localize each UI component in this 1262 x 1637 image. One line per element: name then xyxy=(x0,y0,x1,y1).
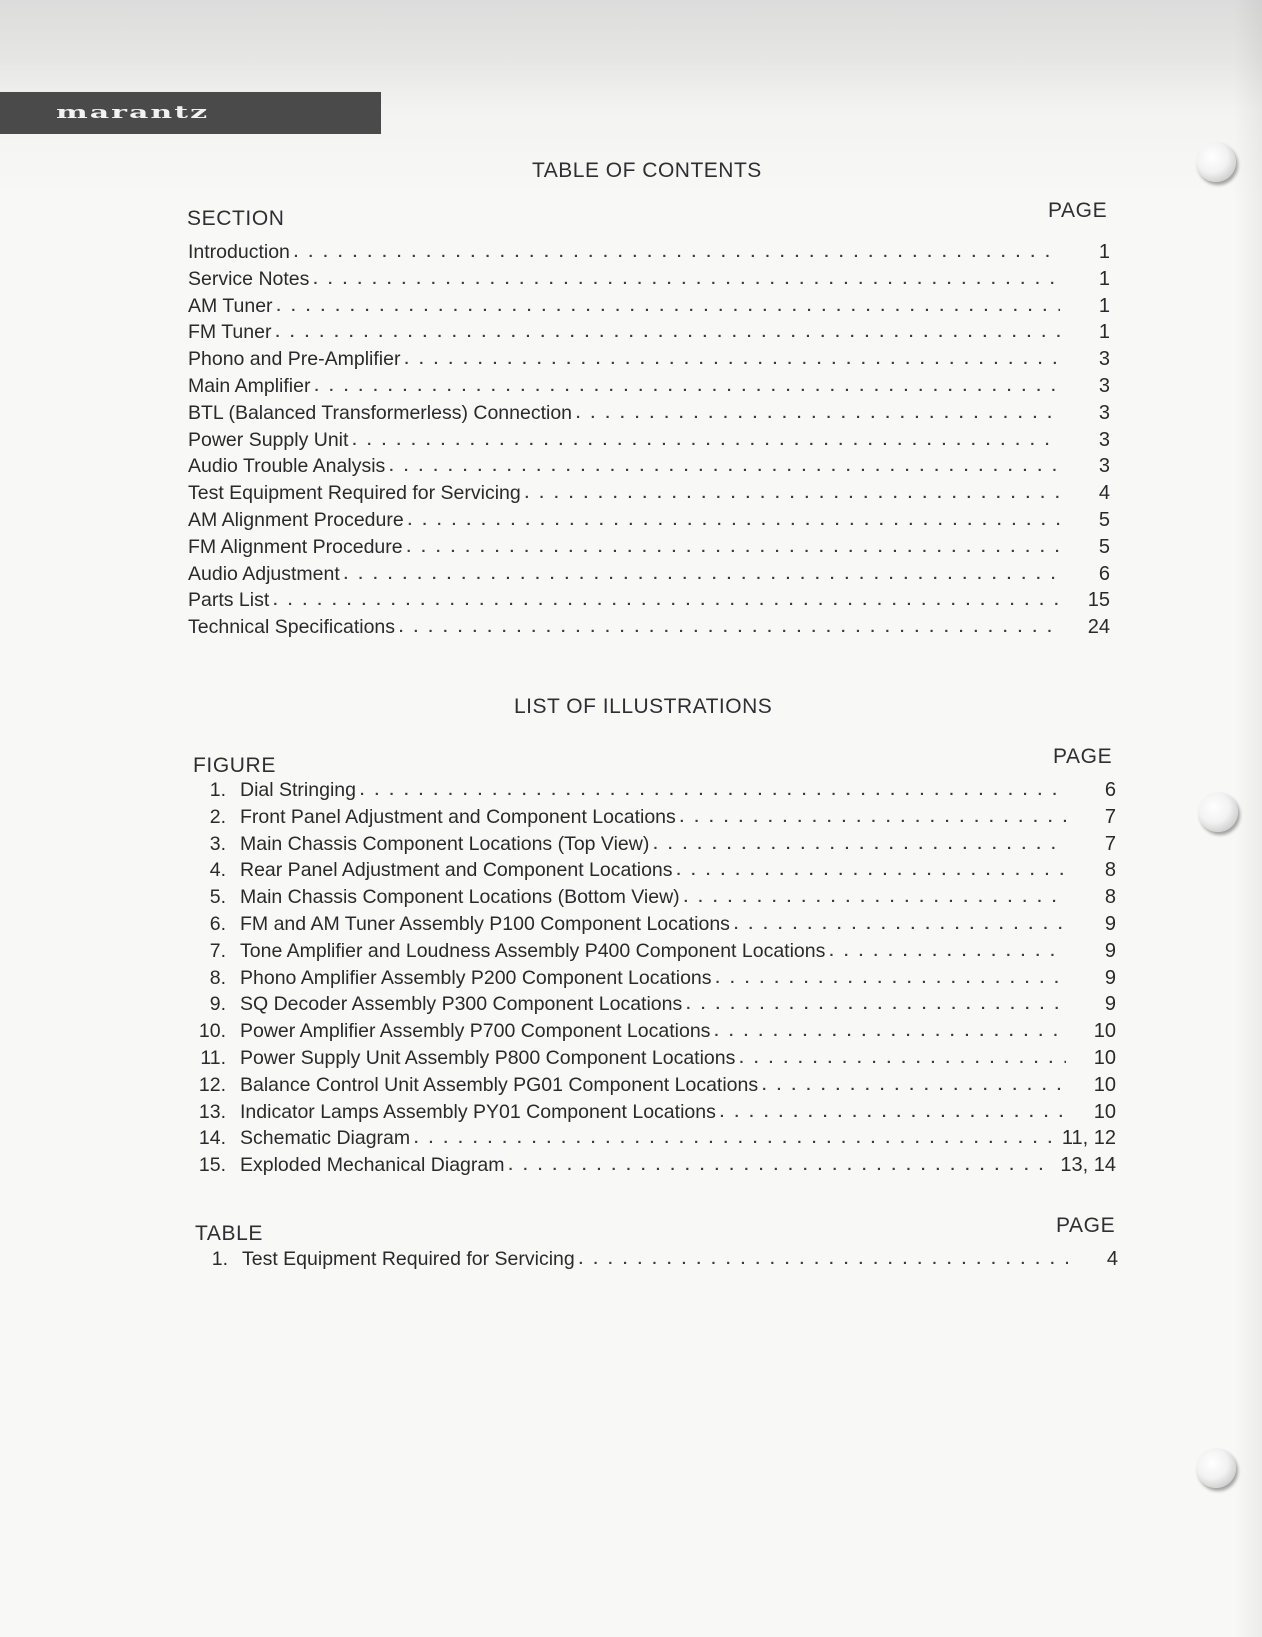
figure-entry-leader-dots xyxy=(686,996,1066,1013)
figure-entry xyxy=(188,1127,1116,1154)
contents-entry-leader-dots xyxy=(407,539,1060,556)
contents-entry-page: 1 xyxy=(1098,321,1110,344)
figure-entry-number: 8. xyxy=(209,966,226,989)
figure-entry xyxy=(188,1047,1116,1074)
figure-entry xyxy=(188,779,1116,806)
figure-entry-leader-dots xyxy=(720,1104,1066,1121)
table-entry xyxy=(190,1248,1118,1275)
figure-entry-page: 10 xyxy=(1093,1020,1116,1043)
contents-entry xyxy=(188,375,1110,402)
figure-entry-number: 15. xyxy=(198,1154,226,1177)
contents-entry-page: 6 xyxy=(1098,562,1110,585)
contents-entry xyxy=(188,241,1110,268)
contents-entry-title: FM Tuner xyxy=(188,321,272,344)
figure-entry-number: 14. xyxy=(198,1127,226,1150)
contents-entry-page: 3 xyxy=(1098,348,1110,371)
contents-entry-title: Main Amplifier xyxy=(188,374,311,397)
figure-entry-leader-dots xyxy=(508,1157,1050,1174)
contents-entry-leader-dots xyxy=(525,485,1060,502)
table-entry-page: 4 xyxy=(1106,1248,1118,1270)
figure-entry-leader-dots xyxy=(762,1077,1066,1094)
contents-entry-leader-dots xyxy=(314,378,1060,395)
figure-entry-number: 12. xyxy=(198,1073,226,1096)
contents-entry-title: AM Tuner xyxy=(188,294,273,317)
contents-entry-leader-dots xyxy=(352,432,1060,449)
contents-entry-title: Audio Trouble Analysis xyxy=(188,455,386,478)
brand-logo: marantz xyxy=(56,103,210,123)
table-entry-title: Test Equipment Required for Servicing xyxy=(242,1248,575,1270)
figure-entry xyxy=(188,940,1116,967)
figure-entry-leader-dots xyxy=(360,782,1066,799)
contents-entry xyxy=(188,295,1110,322)
contents-entry-title: Introduction xyxy=(188,241,290,263)
figure-entry-leader-dots xyxy=(684,889,1066,906)
contents-entry-page: 15 xyxy=(1087,589,1110,612)
figure-entry-title: Exploded Mechanical Diagram xyxy=(240,1154,505,1177)
figure-entry xyxy=(188,993,1116,1020)
figure-entry xyxy=(188,1074,1116,1101)
contents-entry-page: 3 xyxy=(1098,374,1110,397)
figure-entry xyxy=(188,886,1116,913)
contents-entry-leader-dots xyxy=(344,566,1060,583)
figure-entry-title: Main Chassis Component Locations (Top View) xyxy=(240,832,650,855)
figure-entry-title: Main Chassis Component Locations (Bottom View) xyxy=(240,886,680,909)
tables-table-header: TABLE xyxy=(195,1222,263,1245)
contents-entry xyxy=(188,589,1110,616)
contents-entry-leader-dots xyxy=(389,458,1060,475)
figure-entry-title: FM and AM Tuner Assembly P100 Component Locations xyxy=(240,912,730,935)
figure-entry-leader-dots xyxy=(716,970,1066,987)
figure-entry-title: Balance Control Unit Assembly PG01 Component Locations xyxy=(240,1073,759,1096)
contents-entry-leader-dots xyxy=(277,298,1060,315)
figure-entry xyxy=(188,1154,1116,1181)
contents-entry xyxy=(188,509,1110,536)
figure-entry-page: 10 xyxy=(1093,1073,1116,1096)
figure-entry-number: 6. xyxy=(209,912,226,935)
contents-entry-page: 3 xyxy=(1098,455,1110,478)
table-entry-number: 1. xyxy=(211,1248,228,1270)
figure-entry-number: 4. xyxy=(209,859,226,882)
contents-entry-title: BTL (Balanced Transformerless) Connection xyxy=(188,401,573,424)
contents-entry-page: 1 xyxy=(1098,241,1110,263)
figure-entry xyxy=(188,1020,1116,1047)
figure-entry-title: Indicator Lamps Assembly PY01 Component Locations xyxy=(240,1100,716,1123)
tables-page-header: PAGE xyxy=(1056,1214,1116,1237)
contents-entry-page: 5 xyxy=(1098,508,1110,531)
figure-entry-page: 7 xyxy=(1104,832,1116,855)
figure-entry xyxy=(188,859,1116,886)
figure-entry-page: 9 xyxy=(1104,966,1116,989)
figure-entry-title: Front Panel Adjustment and Component Locations xyxy=(240,805,676,828)
figure-entry-title: Dial Stringing xyxy=(240,779,356,801)
contents-entry-title: Test Equipment Required for Servicing xyxy=(188,482,521,505)
contents-entry-title: FM Alignment Procedure xyxy=(188,535,403,558)
contents-entry xyxy=(188,429,1110,456)
contents-entry-leader-dots xyxy=(294,244,1060,261)
contents-entry xyxy=(188,536,1110,563)
contents-entry-page: 1 xyxy=(1098,267,1110,290)
contents-entry-page: 24 xyxy=(1087,616,1110,639)
figure-entry-number: 9. xyxy=(209,993,226,1016)
figure-entry xyxy=(188,913,1116,940)
contents-entry-page: 3 xyxy=(1098,401,1110,424)
figure-entry-leader-dots xyxy=(714,1023,1066,1040)
figure-entry-number: 5. xyxy=(209,886,226,909)
contents-entry-leader-dots xyxy=(576,405,1060,422)
contents-entry-leader-dots xyxy=(275,324,1060,341)
figure-entry-leader-dots xyxy=(739,1050,1066,1067)
contents-entry-page: 4 xyxy=(1098,482,1110,505)
contents-entry-title: Parts List xyxy=(188,589,270,612)
figure-entry-leader-dots xyxy=(653,836,1066,853)
figure-entry-page: 8 xyxy=(1104,859,1116,882)
contents-entry-page: 3 xyxy=(1098,428,1110,451)
figure-entry-page: 10 xyxy=(1093,1100,1116,1123)
contents-entry-title: Power Supply Unit xyxy=(188,428,349,451)
contents-entry-title: Phono and Pre-Amplifier xyxy=(188,348,401,371)
contents-entry-leader-dots xyxy=(399,619,1060,636)
contents-section-header: SECTION xyxy=(187,207,285,230)
figure-entry xyxy=(188,806,1116,833)
figure-entry-leader-dots xyxy=(414,1130,1052,1147)
illustrations-figure-header: FIGURE xyxy=(193,754,276,777)
tables-list xyxy=(190,1248,1118,1275)
contents-entry xyxy=(188,563,1110,590)
figure-entry xyxy=(188,833,1116,860)
contents-entry xyxy=(188,348,1110,375)
contents-entry-title: Service Notes xyxy=(188,267,310,290)
figure-entry-title: Phono Amplifier Assembly P200 Component Locations xyxy=(240,966,712,989)
figure-entry-number: 1. xyxy=(209,779,226,801)
contents-entry xyxy=(188,321,1110,348)
figure-entry-number: 3. xyxy=(209,832,226,855)
contents-entry-leader-dots xyxy=(313,271,1060,288)
contents-entry-page: 1 xyxy=(1098,294,1110,317)
contents-entry-title: Audio Adjustment xyxy=(188,562,340,585)
contents-entry xyxy=(188,482,1110,509)
contents-entry-leader-dots xyxy=(408,512,1060,529)
figure-entry-title: Power Amplifier Assembly P700 Component Locations xyxy=(240,1020,711,1043)
figure-entry xyxy=(188,1101,1116,1128)
figure-entry-title: Rear Panel Adjustment and Component Locations xyxy=(240,859,673,882)
figure-entry-number: 13. xyxy=(198,1100,226,1123)
figure-entry-title: SQ Decoder Assembly P300 Component Locations xyxy=(240,993,683,1016)
contents-page-header: PAGE xyxy=(1048,199,1108,222)
figure-entry-number: 2. xyxy=(209,805,226,828)
illustrations-title: LIST OF ILLUSTRATIONS xyxy=(514,695,773,718)
figure-entry-page: 6 xyxy=(1104,779,1116,801)
contents-entry-page: 5 xyxy=(1098,535,1110,558)
figure-entry xyxy=(188,967,1116,994)
illustrations-page-header: PAGE xyxy=(1053,745,1113,768)
contents-entry-title: Technical Specifications xyxy=(188,616,396,639)
figure-entry-page: 10 xyxy=(1093,1046,1116,1069)
figure-entry-leader-dots xyxy=(734,916,1066,933)
contents-entry xyxy=(188,402,1110,429)
contents-entry-title: AM Alignment Procedure xyxy=(188,508,404,531)
contents-entry-leader-dots xyxy=(404,351,1060,368)
figure-entry-title: Power Supply Unit Assembly P800 Component Locations xyxy=(240,1046,736,1069)
figure-entry-number: 11. xyxy=(200,1046,226,1069)
figure-entry-page: 8 xyxy=(1104,886,1116,909)
figure-entry-page: 9 xyxy=(1104,912,1116,935)
figure-entry-title: Tone Amplifier and Loudness Assembly P400 Component Locations xyxy=(240,939,826,962)
contents-entry xyxy=(188,268,1110,295)
figure-entry-page: 7 xyxy=(1104,805,1116,828)
figure-entry-leader-dots xyxy=(680,809,1066,826)
contents-entry xyxy=(188,616,1110,643)
figure-entry-page: 9 xyxy=(1104,939,1116,962)
figure-entry-page: 13, 14 xyxy=(1060,1154,1116,1177)
figure-entry-page: 9 xyxy=(1104,993,1116,1016)
contents-entry xyxy=(188,455,1110,482)
figure-entry-leader-dots xyxy=(829,943,1066,960)
illustrations-list xyxy=(188,779,1116,1181)
contents-list xyxy=(188,241,1110,643)
table-entry-leader-dots xyxy=(579,1251,1068,1268)
contents-title: TABLE OF CONTENTS xyxy=(532,159,762,182)
figure-entry-title: Schematic Diagram xyxy=(240,1127,411,1150)
contents-entry-leader-dots xyxy=(273,592,1060,609)
figure-entry-number: 10. xyxy=(198,1020,226,1043)
figure-entry-leader-dots xyxy=(677,862,1066,879)
figure-entry-number: 7. xyxy=(209,939,226,962)
figure-entry-page: 11, 12 xyxy=(1061,1127,1116,1150)
